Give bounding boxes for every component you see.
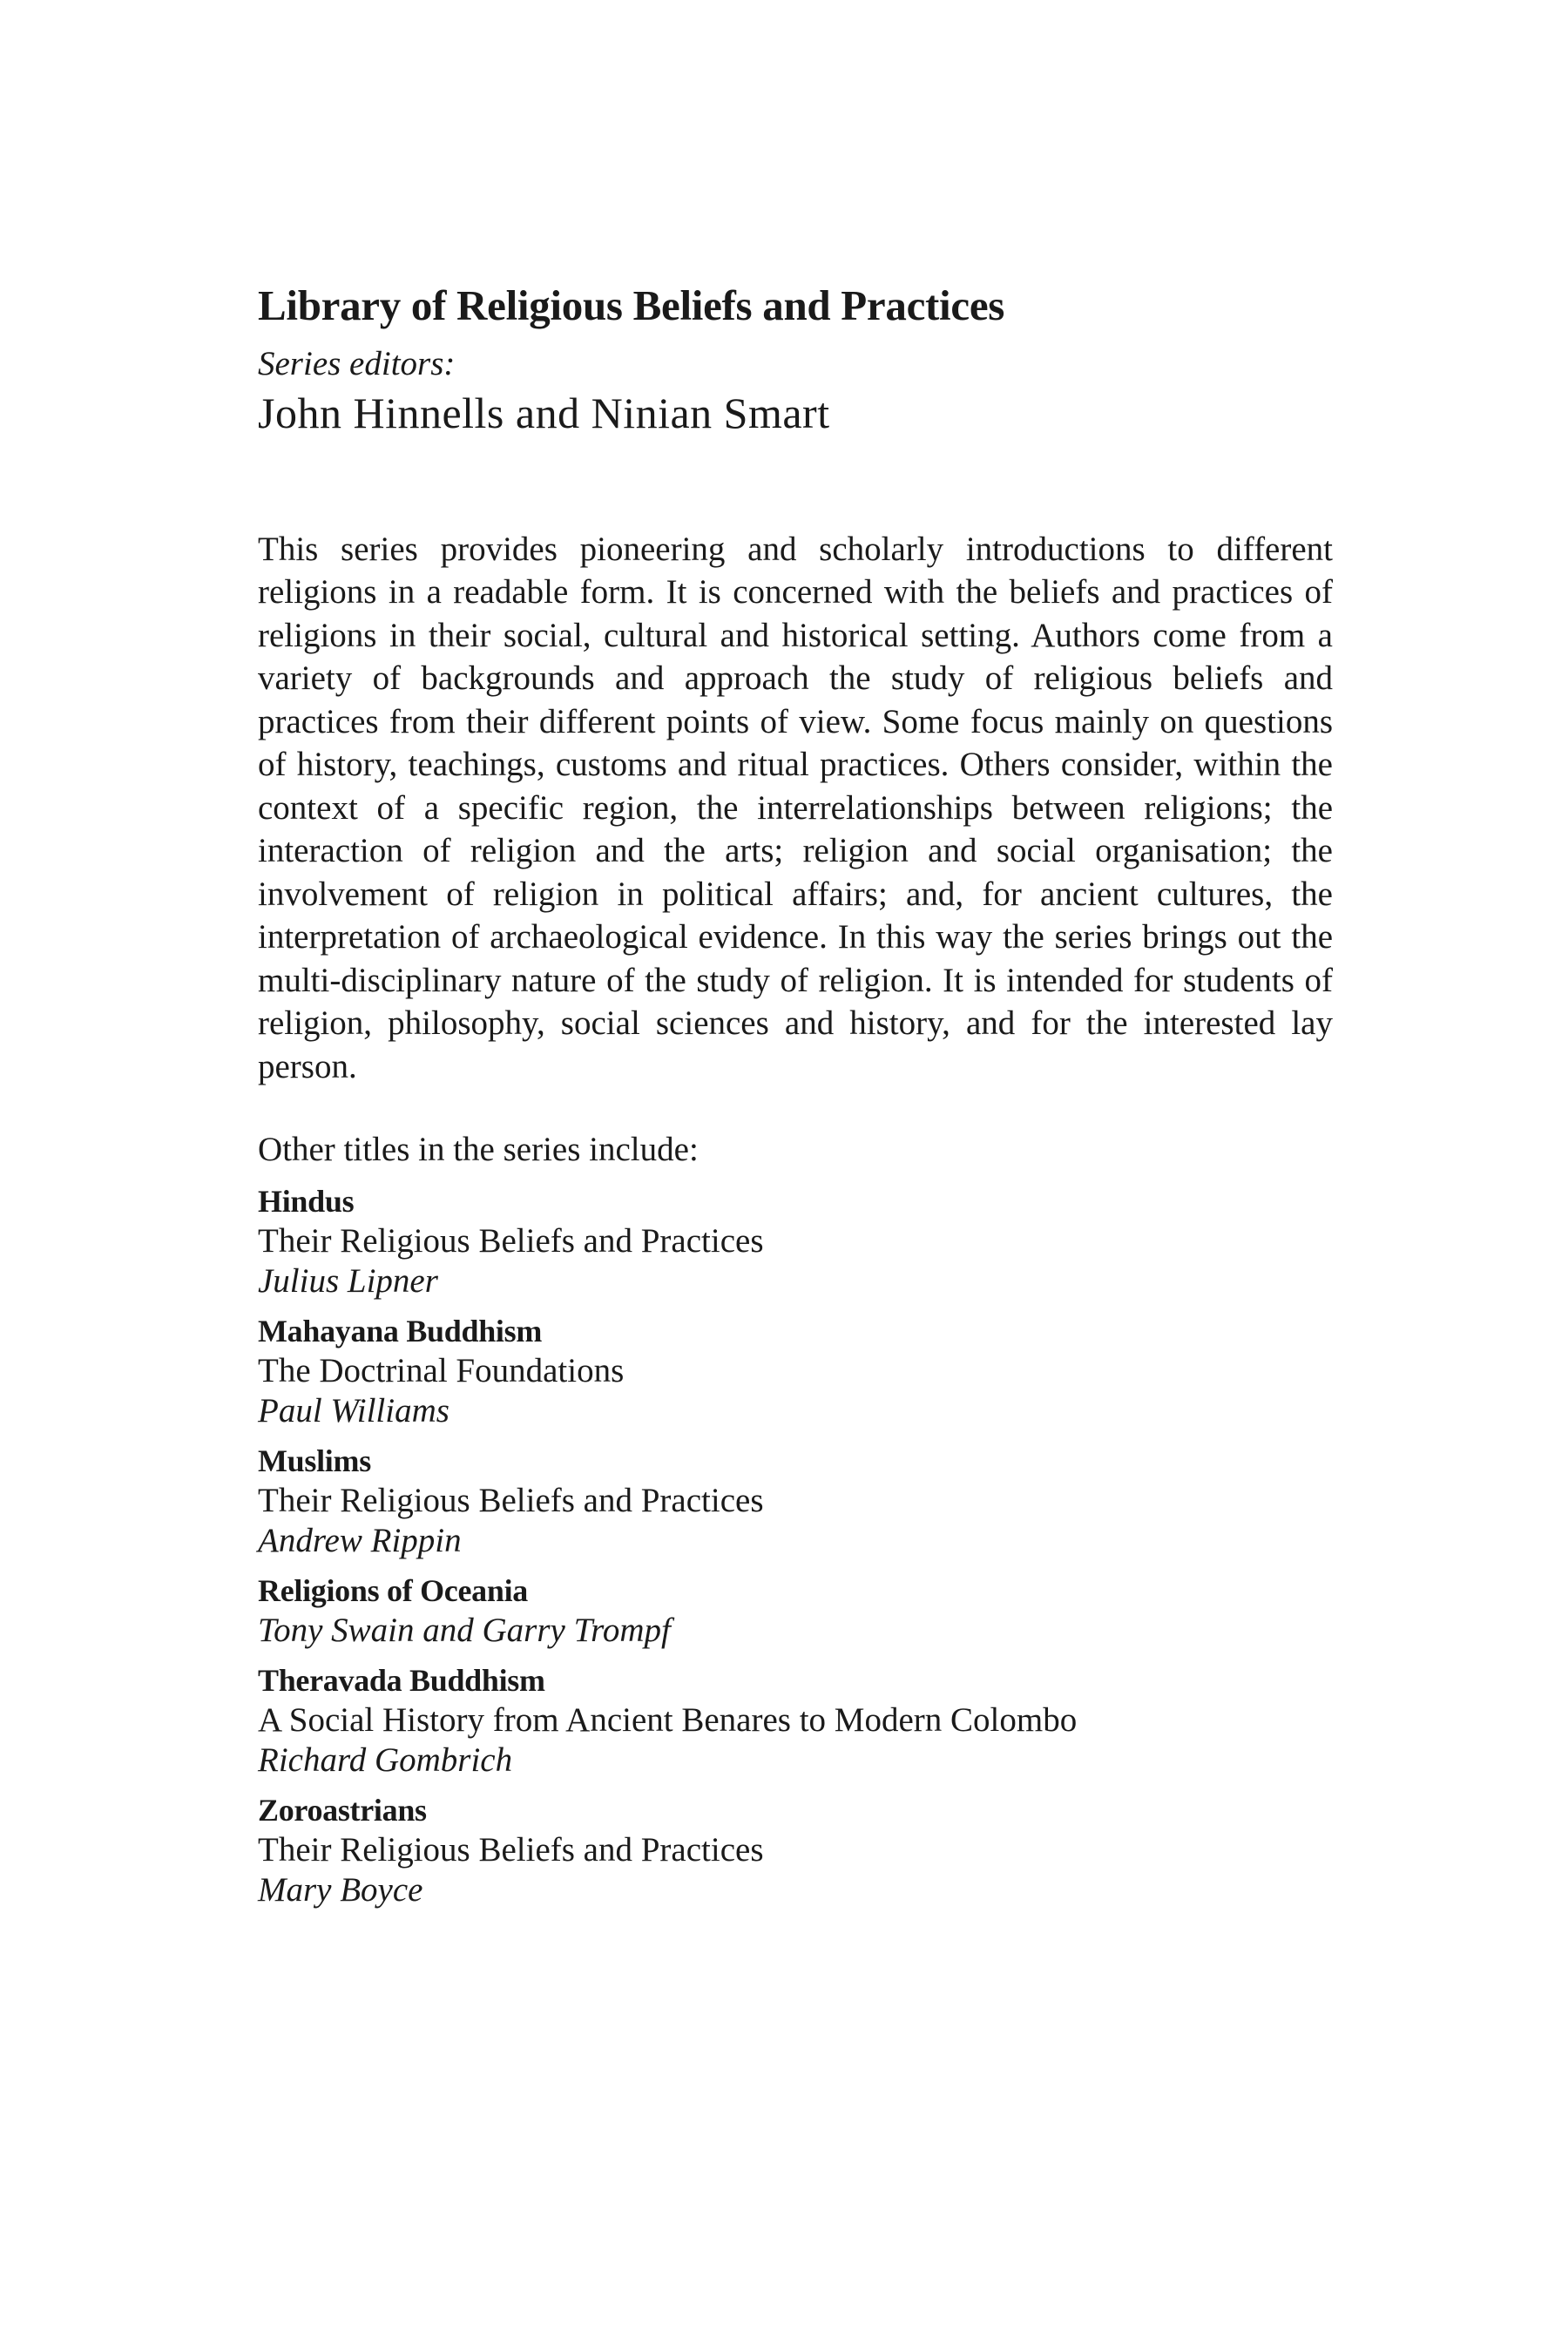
series-editors-names: John Hinnells and Ninian Smart bbox=[258, 388, 830, 437]
title-subtitle: Their Religious Beliefs and Practices bbox=[258, 1482, 764, 1520]
title-author: Tony Swain and Garry Trompf bbox=[258, 1612, 671, 1650]
title-entry-mahayana-buddhism bbox=[258, 1311, 1333, 1431]
title-name: Zoroastrians bbox=[258, 1793, 427, 1828]
title-subtitle: Their Religious Beliefs and Practices bbox=[258, 1222, 764, 1260]
title-entry-zoroastrians bbox=[258, 1790, 1333, 1910]
titles-list bbox=[258, 1181, 1333, 1910]
title-subtitle: The Doctrinal Foundations bbox=[258, 1352, 625, 1390]
title-author: Mary Boyce bbox=[258, 1871, 423, 1909]
title-name: Hindus bbox=[258, 1184, 355, 1220]
title-author: Andrew Rippin bbox=[258, 1522, 462, 1560]
title-subtitle: Their Religious Beliefs and Practices bbox=[258, 1831, 764, 1869]
title-author: Richard Gombrich bbox=[258, 1741, 513, 1780]
title-author: Julius Lipner bbox=[258, 1262, 438, 1301]
title-name: Religions of Oceania bbox=[258, 1573, 528, 1609]
series-description: This series provides pioneering and scholarly introductions to different religions in a readable form. It is concerned with the beliefs and practices of religions in their social, cultural and historical setting. Authors come from a variety of backgrounds and approach the study of religious beliefs and practices from their different points of view. Some focus mainly on questions of history, teachings, customs and ritual practices. Others consider, within the context of a specific region, the interrelationships between religions; the interaction of religion and the arts; religion and social organisation; the involvement of religion in political affairs; and, for ancient cultures, the interpretation of archaeological evidence. In this way the series brings out the multi-disciplinary nature of the study of religion. It is intended for students of religion, philosophy, social sciences and history, and for the interested lay person. bbox=[258, 530, 1333, 1085]
series-editors-label: Series editors: bbox=[258, 344, 456, 382]
title-author: Paul Williams bbox=[258, 1392, 449, 1430]
title-subtitle: A Social History from Ancient Benares to Modern Colombo bbox=[258, 1701, 1078, 1740]
other-titles-label: Other titles in the series include: bbox=[258, 1131, 699, 1169]
title-name: Theravada Buddhism bbox=[258, 1663, 545, 1699]
title-entry-muslims bbox=[258, 1441, 1333, 1561]
title-entry-hindus bbox=[258, 1181, 1333, 1301]
title-name: Mahayana Buddhism bbox=[258, 1314, 543, 1349]
title-entry-religions-of-oceania bbox=[258, 1571, 1333, 1651]
title-name: Muslims bbox=[258, 1443, 371, 1479]
series-page bbox=[258, 280, 1333, 1920]
series-title: Library of Religious Beliefs and Practices bbox=[258, 281, 1005, 329]
title-entry-theravada-buddhism bbox=[258, 1660, 1333, 1781]
